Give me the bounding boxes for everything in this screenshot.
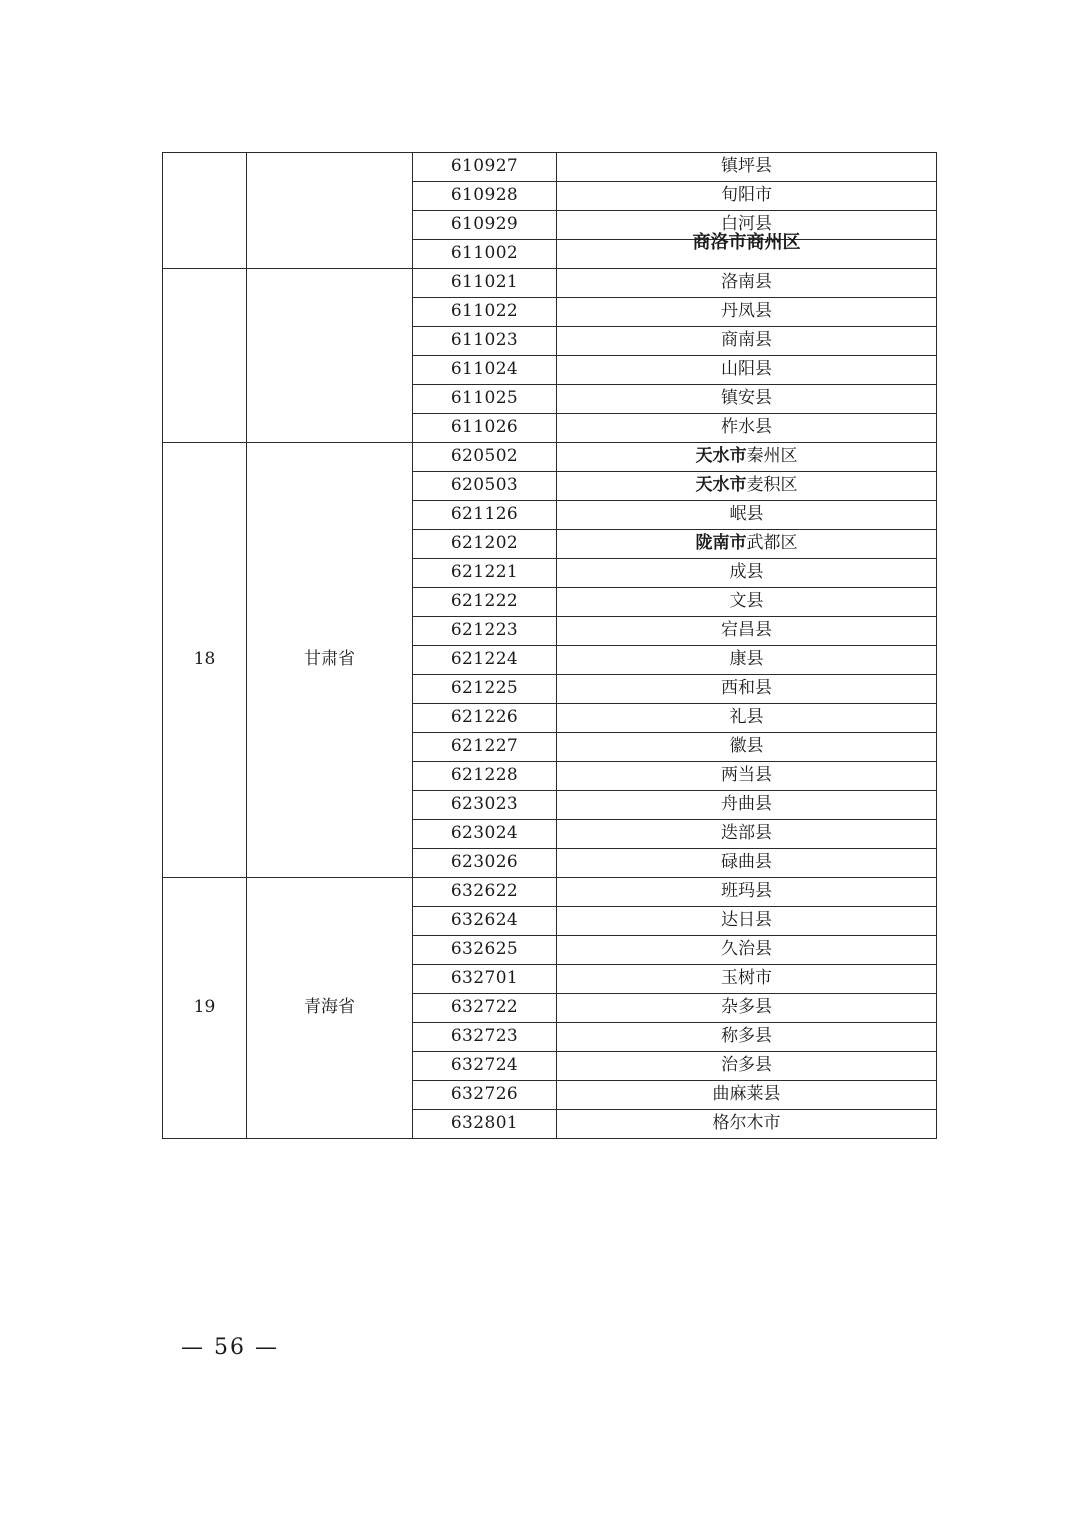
province-cell — [247, 153, 413, 269]
code-cell: 621225 — [413, 675, 557, 704]
name-cell: 碌曲县 — [557, 849, 937, 878]
code-cell: 632624 — [413, 907, 557, 936]
code-cell: 621224 — [413, 646, 557, 675]
district-name: 麦积区 — [746, 475, 798, 496]
name-cell: 西和县 — [557, 675, 937, 704]
code-cell: 621223 — [413, 617, 557, 646]
name-cell: 丹凤县 — [557, 298, 937, 327]
row-index-cell: 19 — [163, 878, 247, 1139]
city-name: 陇南市 — [695, 533, 747, 554]
code-cell: 621228 — [413, 762, 557, 791]
code-cell: 632722 — [413, 994, 557, 1023]
code-cell: 632801 — [413, 1110, 557, 1139]
code-cell: 610928 — [413, 182, 557, 211]
name-cell: 治多县 — [557, 1052, 937, 1081]
code-cell: 632625 — [413, 936, 557, 965]
name-cell: 久治县 — [557, 936, 937, 965]
name-cell: 格尔木市 — [557, 1110, 937, 1139]
name-cell: 舟曲县 — [557, 791, 937, 820]
code-cell: 621202 — [413, 530, 557, 559]
code-cell: 621227 — [413, 733, 557, 762]
name-cell: 文县 — [557, 588, 937, 617]
name-cell: 岷县 — [557, 501, 937, 530]
name-cell: 商南县 — [557, 327, 937, 356]
clipped-name-text — [557, 232, 936, 262]
name-cell: 旬阳市 — [557, 182, 937, 211]
code-cell: 611024 — [413, 356, 557, 385]
code-cell: 621126 — [413, 501, 557, 530]
name-cell: 白河县 — [557, 211, 937, 240]
row-index-cell — [163, 269, 247, 443]
administrative-codes-table — [162, 152, 937, 1139]
code-cell: 632701 — [413, 965, 557, 994]
page-number — [0, 1335, 1080, 1360]
name-cell: 迭部县 — [557, 820, 937, 849]
name-cell — [557, 530, 937, 559]
name-cell: 杂多县 — [557, 994, 937, 1023]
page-number-text: — 56 — — [181, 1335, 279, 1360]
code-cell: 632726 — [413, 1081, 557, 1110]
code-cell: 632724 — [413, 1052, 557, 1081]
code-cell: 610929 — [413, 211, 557, 240]
name-cell: 礼县 — [557, 704, 937, 733]
name-cell: 洛南县 — [557, 269, 937, 298]
province-cell — [247, 269, 413, 443]
code-cell: 611002 — [413, 240, 557, 269]
name-cell: 曲麻莱县 — [557, 1081, 937, 1110]
code-cell: 632622 — [413, 878, 557, 907]
table-row — [163, 153, 937, 182]
code-cell: 621221 — [413, 559, 557, 588]
province-cell: 甘肃省 — [247, 443, 413, 878]
code-cell: 623024 — [413, 820, 557, 849]
clipped-name-value: 商洛市商州区 — [692, 232, 801, 253]
code-cell: 623023 — [413, 791, 557, 820]
row-index-cell: 18 — [163, 443, 247, 878]
name-cell — [557, 232, 937, 269]
name-cell: 山阳县 — [557, 356, 937, 385]
code-cell: 621226 — [413, 704, 557, 733]
code-cell: 611025 — [413, 385, 557, 414]
code-cell: 620503 — [413, 472, 557, 501]
code-cell: 611021 — [413, 269, 557, 298]
administrative-codes-table-wrap — [162, 152, 936, 1139]
name-cell — [557, 472, 937, 501]
name-cell: 镇坪县 — [557, 153, 937, 182]
table-row — [163, 878, 937, 907]
code-cell: 632723 — [413, 1023, 557, 1052]
name-cell: 宕昌县 — [557, 617, 937, 646]
district-name: 秦州区 — [746, 446, 798, 467]
table-row — [163, 443, 937, 472]
name-cell: 柞水县 — [557, 414, 937, 443]
code-cell: 610927 — [413, 153, 557, 182]
name-cell: 玉树市 — [557, 965, 937, 994]
row-index-cell — [163, 153, 247, 269]
code-cell: 611022 — [413, 298, 557, 327]
code-cell: 611026 — [413, 414, 557, 443]
name-cell: 徽县 — [557, 733, 937, 762]
district-name: 武都区 — [746, 533, 798, 554]
code-cell: 620502 — [413, 443, 557, 472]
name-cell: 两当县 — [557, 762, 937, 791]
name-cell — [557, 443, 937, 472]
code-cell: 623026 — [413, 849, 557, 878]
code-cell: 621222 — [413, 588, 557, 617]
name-cell: 成县 — [557, 559, 937, 588]
name-cell: 班玛县 — [557, 878, 937, 907]
name-cell: 达日县 — [557, 907, 937, 936]
code-cell: 611023 — [413, 327, 557, 356]
name-cell: 镇安县 — [557, 385, 937, 414]
province-cell: 青海省 — [247, 878, 413, 1139]
name-cell: 称多县 — [557, 1023, 937, 1052]
name-cell: 康县 — [557, 646, 937, 675]
city-name: 天水市 — [695, 446, 747, 467]
city-name: 天水市 — [695, 475, 747, 496]
table-row — [163, 269, 937, 298]
